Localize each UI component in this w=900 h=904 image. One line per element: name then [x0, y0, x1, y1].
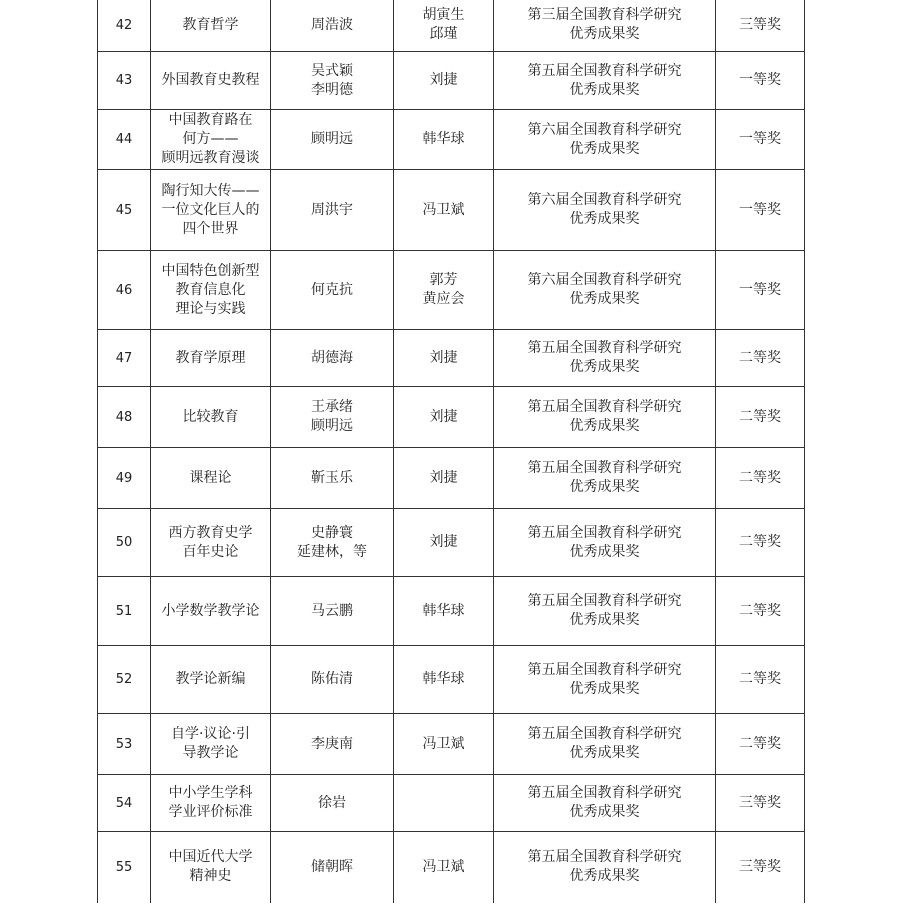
book-editor: 刘捷: [394, 330, 494, 387]
award-table: [97, 0, 805, 903]
book-author: 王承绪 顾明远: [271, 387, 394, 448]
book-editor: 胡寅生 邱瑾: [394, 0, 494, 52]
book-editor: 冯卫斌: [394, 170, 494, 251]
award-grade: 二等奖: [716, 577, 805, 646]
row-number: 52: [98, 646, 151, 714]
row-number: 54: [98, 775, 151, 832]
book-author: 史静寰 延建林，等: [271, 509, 394, 577]
book-title: 外国教育史教程: [151, 52, 271, 110]
book-title: 中国近代大学 精神史: [151, 832, 271, 903]
book-editor: 郭芳 黄应会: [394, 251, 494, 330]
book-editor: 韩华球: [394, 110, 494, 170]
row-number: 55: [98, 832, 151, 903]
award-name: 第五届全国教育科学研究 优秀成果奖: [494, 775, 716, 832]
row-number: 46: [98, 251, 151, 330]
book-title: 自学·议论·引 导教学论: [151, 714, 271, 775]
row-number: 49: [98, 448, 151, 509]
award-grade: 二等奖: [716, 509, 805, 577]
table-row: [98, 251, 805, 330]
table-row: [98, 646, 805, 714]
award-grade: 一等奖: [716, 52, 805, 110]
book-title: 教育学原理: [151, 330, 271, 387]
award-name: 第五届全国教育科学研究 优秀成果奖: [494, 714, 716, 775]
book-title: 小学数学教学论: [151, 577, 271, 646]
book-title: 课程论: [151, 448, 271, 509]
table-row: [98, 170, 805, 251]
book-editor: [394, 775, 494, 832]
award-name: 第五届全国教育科学研究 优秀成果奖: [494, 52, 716, 110]
book-author: 马云鹏: [271, 577, 394, 646]
table-row: [98, 0, 805, 52]
row-number: 45: [98, 170, 151, 251]
award-name: 第六届全国教育科学研究 优秀成果奖: [494, 251, 716, 330]
book-editor: 刘捷: [394, 448, 494, 509]
book-author: 靳玉乐: [271, 448, 394, 509]
table-row: [98, 330, 805, 387]
award-grade: 三等奖: [716, 832, 805, 903]
award-name: 第五届全国教育科学研究 优秀成果奖: [494, 509, 716, 577]
book-title: 中小学生学科 学业评价标准: [151, 775, 271, 832]
book-author: 顾明远: [271, 110, 394, 170]
book-author: 周洪宇: [271, 170, 394, 251]
table-row: [98, 577, 805, 646]
book-editor: 刘捷: [394, 387, 494, 448]
book-author: 胡德海: [271, 330, 394, 387]
book-author: 吴式颖 李明德: [271, 52, 394, 110]
award-grade: 二等奖: [716, 646, 805, 714]
award-name: 第五届全国教育科学研究 优秀成果奖: [494, 330, 716, 387]
award-name: 第五届全国教育科学研究 优秀成果奖: [494, 448, 716, 509]
table-row: [98, 714, 805, 775]
table-row: [98, 387, 805, 448]
book-title: 教育哲学: [151, 0, 271, 52]
award-name: 第六届全国教育科学研究 优秀成果奖: [494, 110, 716, 170]
row-number: 44: [98, 110, 151, 170]
row-number: 42: [98, 0, 151, 52]
book-title: 比较教育: [151, 387, 271, 448]
row-number: 50: [98, 509, 151, 577]
award-grade: 三等奖: [716, 775, 805, 832]
book-author: 储朝晖: [271, 832, 394, 903]
award-name: 第三届全国教育科学研究 优秀成果奖: [494, 0, 716, 52]
book-title: 教学论新编: [151, 646, 271, 714]
award-name: 第六届全国教育科学研究 优秀成果奖: [494, 170, 716, 251]
book-author: 徐岩: [271, 775, 394, 832]
book-author: 周浩波: [271, 0, 394, 52]
table-row: [98, 509, 805, 577]
award-name: 第五届全国教育科学研究 优秀成果奖: [494, 577, 716, 646]
book-editor: 刘捷: [394, 509, 494, 577]
row-number: 48: [98, 387, 151, 448]
award-grade: 一等奖: [716, 251, 805, 330]
book-title: 陶行知大传—— 一位文化巨人的 四个世界: [151, 170, 271, 251]
table-row: [98, 832, 805, 903]
award-grade: 二等奖: [716, 330, 805, 387]
book-editor: 韩华球: [394, 577, 494, 646]
award-grade: 二等奖: [716, 714, 805, 775]
book-title: 中国特色创新型 教育信息化 理论与实践: [151, 251, 271, 330]
book-author: 何克抗: [271, 251, 394, 330]
table-row: [98, 448, 805, 509]
award-name: 第五届全国教育科学研究 优秀成果奖: [494, 646, 716, 714]
award-name: 第五届全国教育科学研究 优秀成果奖: [494, 387, 716, 448]
book-editor: 冯卫斌: [394, 832, 494, 903]
row-number: 51: [98, 577, 151, 646]
row-number: 43: [98, 52, 151, 110]
table-row: [98, 775, 805, 832]
award-grade: 二等奖: [716, 448, 805, 509]
book-editor: 刘捷: [394, 52, 494, 110]
book-editor: 冯卫斌: [394, 714, 494, 775]
book-editor: 韩华球: [394, 646, 494, 714]
award-table-body: [98, 0, 805, 903]
award-grade: 一等奖: [716, 110, 805, 170]
row-number: 53: [98, 714, 151, 775]
book-author: 陈佑清: [271, 646, 394, 714]
row-number: 47: [98, 330, 151, 387]
table-row: [98, 52, 805, 110]
award-grade: 一等奖: [716, 170, 805, 251]
book-title: 西方教育史学 百年史论: [151, 509, 271, 577]
award-name: 第五届全国教育科学研究 优秀成果奖: [494, 832, 716, 903]
award-grade: 三等奖: [716, 0, 805, 52]
book-author: 李庚南: [271, 714, 394, 775]
award-grade: 二等奖: [716, 387, 805, 448]
book-title: 中国教育路在 何方—— 顾明远教育漫谈: [151, 110, 271, 170]
table-row: [98, 110, 805, 170]
